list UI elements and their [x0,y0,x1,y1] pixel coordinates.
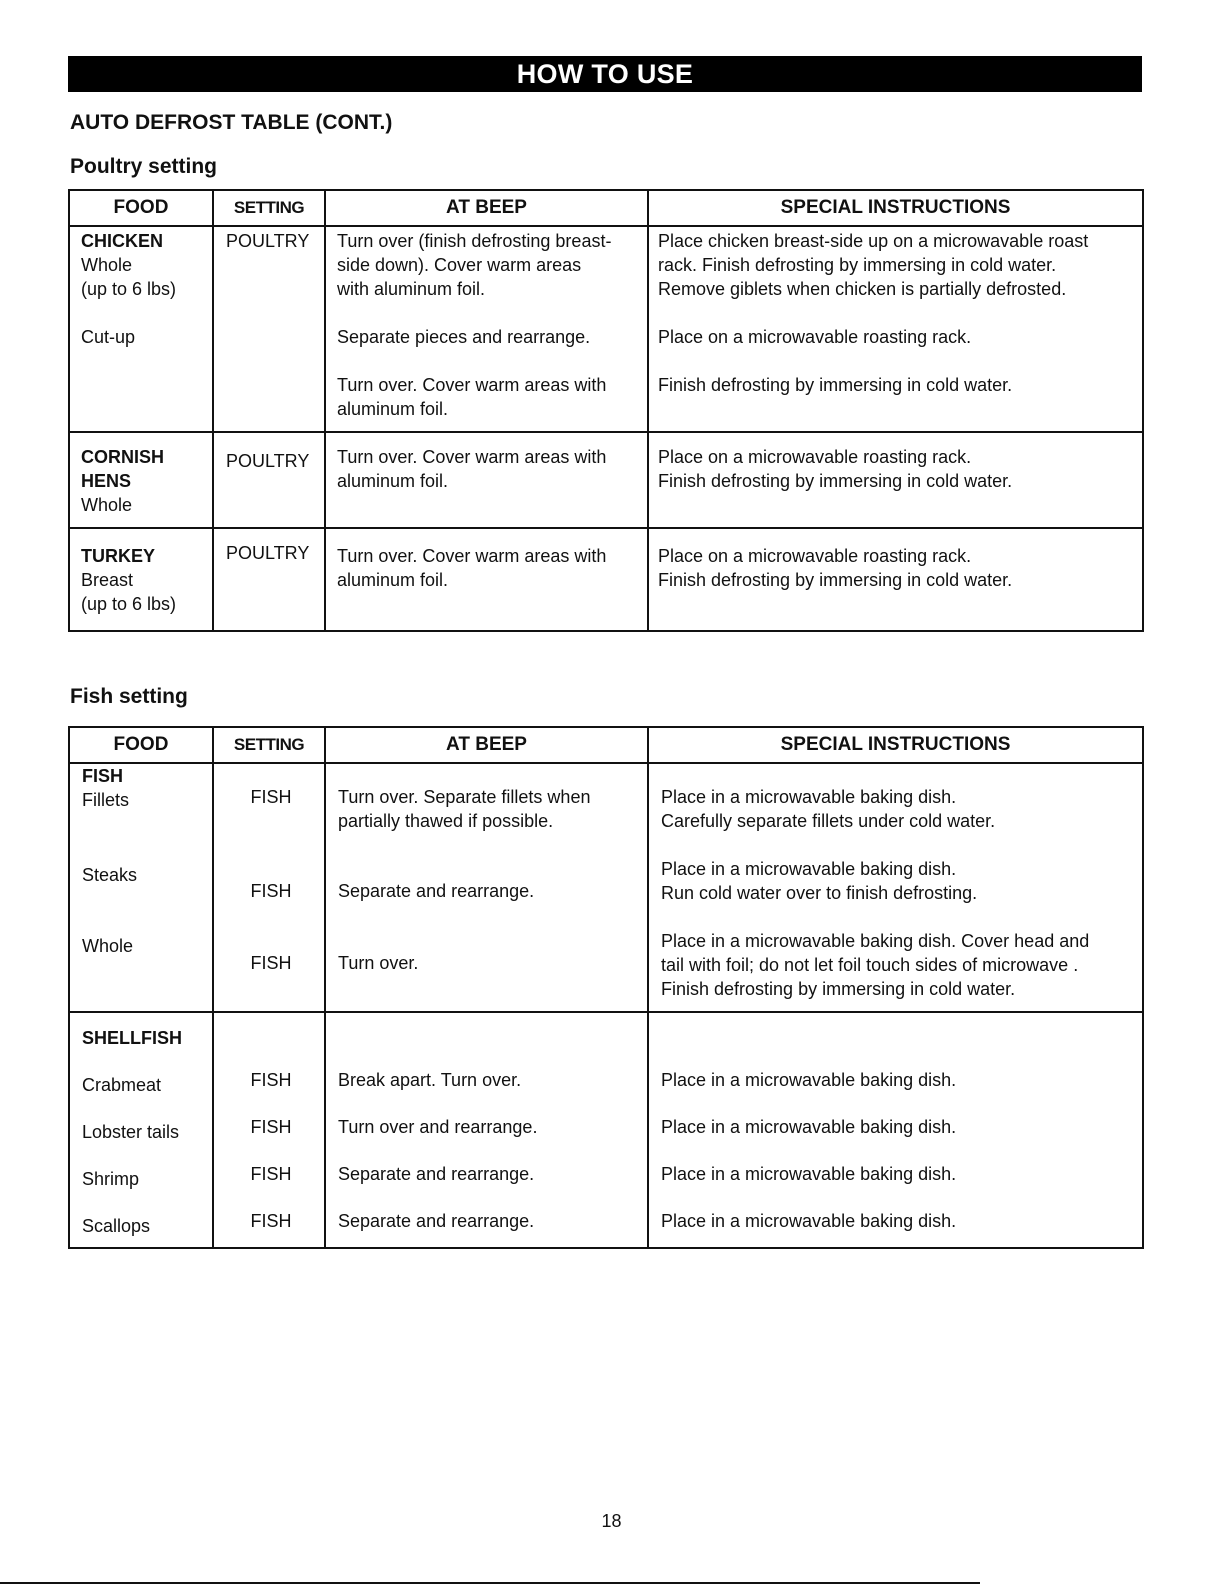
at-beep-text: with aluminum foil. [337,279,486,299]
special-instructions-text: Finish defrosting by immersing in cold water. [658,471,1013,491]
food-cut: Shrimp [82,1169,140,1189]
at-beep-text: side down). Cover warm areas [337,255,582,275]
at-beep-text: Turn over. Cover warm areas with [337,375,607,395]
food-header: FOOD [69,190,213,226]
bottom-rule [0,1582,980,1584]
at-beep-text: Separate pieces and rearrange. [337,327,591,347]
special-instructions-text: Place on a microwavable roasting rack. [658,447,972,467]
at-beep-header: AT BEEP [325,727,648,763]
food-cut: Whole [82,936,134,956]
setting-header: SETTING [213,190,325,226]
special-instructions-text: Place in a microwavable baking dish. [661,1164,957,1184]
setting-value: FISH [250,787,292,807]
special-instructions-text: Place in a microwavable baking dish. [661,1211,957,1231]
page-number: 18 [601,1511,622,1531]
special-instructions-text: rack. Finish defrosting by immersing in cold water. [658,255,1057,275]
special-instructions-text: Place in a microwavable baking dish. [661,787,957,807]
special-instructions-text: Place in a microwavable baking dish. [661,859,957,879]
food-name: SHELLFISH [82,1028,183,1048]
food-cut: Whole [81,495,133,515]
food-header: FOOD [69,727,213,763]
food-name: TURKEY [81,546,156,566]
setting-value: POULTRY [226,451,310,471]
at-beep-text: Turn over. Cover warm areas with [337,447,607,467]
table-row [69,226,1143,432]
at-beep-text: partially thawed if possible. [338,811,554,831]
at-beep-text: Turn over. Cover warm areas with [337,546,607,566]
setting-value: FISH [250,1117,292,1137]
at-beep-text: Separate and rearrange. [338,1211,535,1231]
food-cut: Crabmeat [82,1075,162,1095]
poultry-setting-title: Poultry setting [70,155,218,178]
at-beep-text: Turn over. Separate fillets when [338,787,591,807]
at-beep-text: Break apart. Turn over. [338,1070,522,1090]
poultry-table [68,189,1144,632]
food-name: HENS [81,471,132,491]
page-banner: HOW TO USE [68,56,1142,92]
food-cut: Fillets [82,790,130,810]
special-instructions-header: SPECIAL INSTRUCTIONS [648,190,1143,226]
special-instructions-text: Carefully separate fillets under cold water. [661,811,996,831]
setting-value: POULTRY [226,231,310,251]
setting-value: FISH [250,1211,292,1231]
setting-value: FISH [250,953,292,973]
fish-setting-title: Fish setting [70,685,188,708]
special-instructions-text: Place in a microwavable baking dish. [661,1070,957,1090]
food-cut: Breast [81,570,134,590]
special-instructions-text: tail with foil; do not let foil touch sides of microwave . [661,955,1079,975]
at-beep-header: AT BEEP [325,190,648,226]
special-instructions-text: Place in a microwavable baking dish. [661,1117,957,1137]
special-instructions-text: Place on a microwavable roasting rack. [658,546,972,566]
special-instructions-text: Finish defrosting by immersing in cold water. [661,979,1016,999]
at-beep-text: Separate and rearrange. [338,1164,535,1184]
food-weight: (up to 6 lbs) [81,594,177,614]
table-row [69,432,1143,528]
at-beep-text: aluminum foil. [337,399,449,419]
special-instructions-text: Remove giblets when chicken is partially defrosted. [658,279,1067,299]
table-row [69,1012,1143,1248]
food-cut: Cut-up [81,327,136,347]
food-name: CORNISH [81,447,165,467]
food-name: FISH [82,766,124,786]
special-instructions-text: Place chicken breast-side up on a microwavable roast [658,231,1089,251]
section-title: AUTO DEFROST TABLE (CONT.) [70,111,393,134]
at-beep-text: aluminum foil. [337,471,449,491]
food-cut: Whole [81,255,133,275]
special-instructions-text: Finish defrosting by immersing in cold water. [658,375,1013,395]
table-row [69,528,1143,631]
food-cut: Scallops [82,1216,151,1236]
table-header-row [69,727,1143,763]
setting-value: FISH [250,1164,292,1184]
special-instructions-text: Finish defrosting by immersing in cold water. [658,570,1013,590]
special-instructions-header: SPECIAL INSTRUCTIONS [648,727,1143,763]
food-weight: (up to 6 lbs) [81,279,177,299]
at-beep-text: Turn over (finish defrosting breast- [337,231,612,251]
at-beep-text: Turn over and rearrange. [338,1117,538,1137]
table-row [69,763,1143,1012]
setting-header: SETTING [213,727,325,763]
food-cut: Steaks [82,865,138,885]
at-beep-text: Turn over. [338,953,419,973]
fish-table [68,726,1144,1249]
setting-value: FISH [250,1070,292,1090]
setting-value: FISH [250,881,292,901]
special-instructions-text: Place on a microwavable roasting rack. [658,327,972,347]
table-header-row [69,190,1143,226]
food-cut: Lobster tails [82,1122,180,1142]
at-beep-text: aluminum foil. [337,570,449,590]
special-instructions-text: Run cold water over to finish defrosting. [661,883,978,903]
at-beep-text: Separate and rearrange. [338,881,535,901]
setting-value: POULTRY [226,543,310,563]
food-name: CHICKEN [81,231,164,251]
special-instructions-text: Place in a microwavable baking dish. Cover head and [661,931,1090,951]
